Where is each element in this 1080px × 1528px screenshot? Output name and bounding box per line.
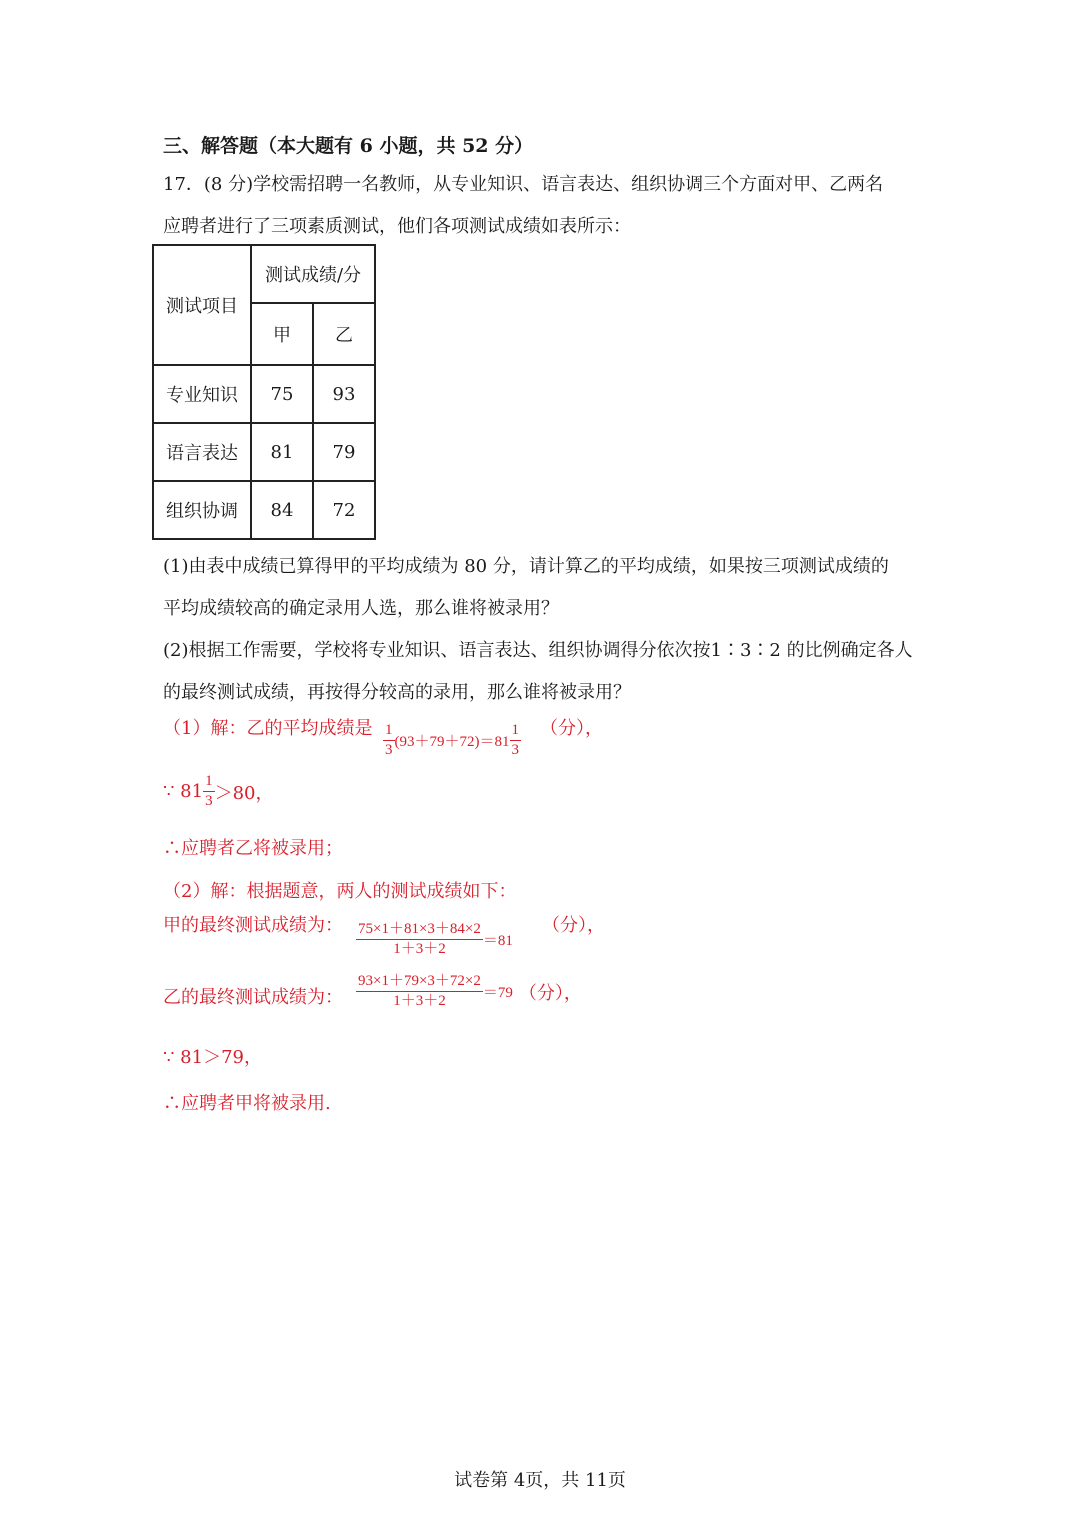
part1-line1: (1)由表中成绩已算得甲的平均成绩为 80 分，请计算乙的平均成绩，如果按三项测试成绩的 [163, 556, 889, 577]
section-title: 三、解答题（本大题有 6 小题，共 52 分） [163, 135, 534, 157]
table-row [153, 365, 375, 423]
answer-6-formula: $\frac{93\times 1+79\times 3+72\times 2}{1+3+2}$ ＝79 （分）， [358, 973, 582, 1009]
answer-1-formula [383, 723, 521, 758]
row-item: 组织协调 [153, 481, 251, 539]
header-item-cell: 测试项目 [153, 245, 251, 365]
answer-6-label: 乙的最终测试成绩为： [163, 987, 343, 1008]
table-row [153, 423, 375, 481]
answer-2-fraction: $\frac{1}{3}$ [205, 773, 213, 809]
row-yi: 79 [313, 423, 375, 481]
answer-3: ∴应聘者乙将被录用； [163, 838, 343, 859]
row-jia: 75 [251, 365, 313, 423]
answer-4: （2）解：根据题意，两人的测试成绩如下： [163, 881, 517, 902]
page-footer: 试卷第 4页，共 11页 [454, 1470, 626, 1491]
row-jia: 81 [251, 423, 313, 481]
answer-1-expression: (93＋79＋72)＝81 [394, 734, 510, 750]
score-table [152, 244, 376, 540]
answer-7: ∵ 81＞79， [163, 1047, 262, 1068]
row-yi: 93 [313, 365, 375, 423]
header-yi-cell: 乙 [313, 303, 375, 365]
row-yi: 72 [313, 481, 375, 539]
answer-5-formula: $\frac{75\times 1+81\times 3+84\times 2}{1+3+2}$ ＝81 [358, 921, 513, 957]
part1-line2: 平均成绩较高的确定录用人选，那么谁将被录用？ [163, 598, 559, 619]
table-header-row [153, 245, 375, 303]
answer-1-result-fraction: $\frac{1}{3}$ [511, 722, 519, 758]
header-score-cell: 测试成绩/分 [251, 245, 375, 303]
part2-line1: (2)根据工作需要，学校将专业知识、语言表达、组织协调得分依次按1∶3∶2 的比例确定各人 [163, 640, 913, 661]
row-item: 专业知识 [153, 365, 251, 423]
answer-1-fraction: $\frac{1}{3}$ [385, 722, 393, 758]
answer-5-unit: （分）， [542, 915, 605, 936]
answer-1-unit: （分）， [540, 718, 603, 739]
part2-line2: 的最终测试成绩，再按得分较高的录用，那么谁将被录用？ [163, 682, 631, 703]
row-jia: 84 [251, 481, 313, 539]
answer-5-label: 甲的最终测试成绩为： [163, 915, 343, 936]
row-item: 语言表达 [153, 423, 251, 481]
question-stem-line2: 应聘者进行了三项素质测试，他们各项测试成绩如表所示： [163, 216, 631, 237]
question-stem-line1: 17．(8 分)学校需招聘一名教师，从专业知识、语言表达、组织协调三个方面对甲、乙两名 [163, 174, 884, 195]
answer-1-text: （1）解：乙的平均成绩是 [163, 718, 373, 739]
table-row [153, 481, 375, 539]
answer-8: ∴应聘者甲将被录用. [163, 1093, 331, 1114]
header-jia-cell: 甲 [251, 303, 313, 365]
answer-2-line: ∵ 81 $\frac{1}{3}$ ＞80， [163, 773, 274, 809]
